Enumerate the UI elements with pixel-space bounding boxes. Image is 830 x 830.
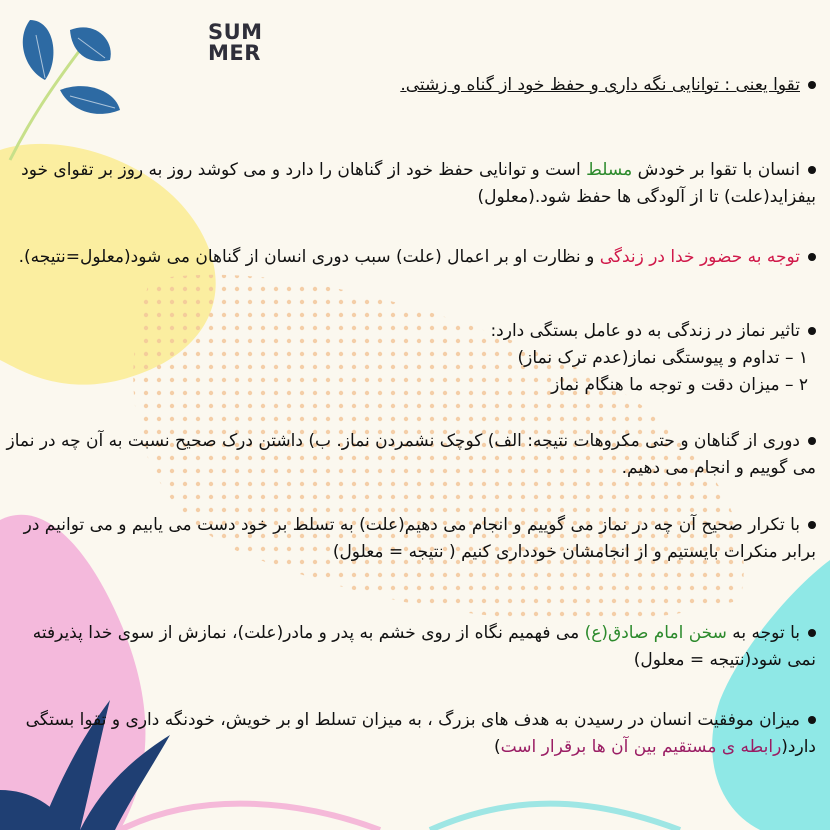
item-title: تاثیر نماز در زندگی به دو عامل بستگی دارد: [490,321,800,341]
item-text: با تکرار صحیح آن چه در نماز می گوییم و انجام می دهیم(علت) به تسلط بر خود دست می یابیم و می توانیم در برابر منکرات بایستیم و از انجامشان خودداری کنیم ( نتیجه = معلول) [23,515,816,562]
brand-line-2: MER [208,41,261,65]
item-highlight: مسلط [586,160,633,180]
list-item [6,512,816,566]
bullet-icon [808,629,816,637]
item-text: میزان موفقیت انسان در رسیدن به هدف های بزرگ ، به میزان تسلط او بر خویش، خودنگه داری و تقوا بستگی دارد( [25,710,816,757]
item-subpoint: ۱ – تداوم و پیوستگی نماز(عدم ترک نماز) [517,348,808,368]
list-item [6,157,816,211]
list-item [6,428,816,482]
list-item [6,707,816,761]
item-highlight: توجه به حضور خدا در زندگی [599,247,800,267]
item-text: با توجه به [726,623,800,643]
bullet-icon [808,437,816,445]
bullet-icon [808,81,816,89]
item-text: دوری از گناهان و حتی مکروهات نتیجه: الف) کوچک نشمردن نماز. ب) داشتن درک صحیح نسبت به آن چه در نماز می گوییم و انجام می دهیم. [6,431,816,478]
item-text: تقوا یعنی : توانایی نگه داری و حفظ خود از گناه و زشتی. [400,75,800,95]
item-text: می فهمیم نگاه از روی خشم به پدر و مادر(علت)، نمازش از سوی خدا پذیرفته نمی شود(نتیجه = معلول) [32,623,816,670]
item-text: انسان با تقوا بر خودش [632,160,800,180]
bullet-icon [808,327,816,335]
item-text: است و توانایی حفظ خود از گناهان را دارد و می کوشد روز به روز بر تقوای خود بیفزاید(علت) تا از آلودگی ها حفظ شود.(معلول) [21,160,816,207]
bullet-icon [808,166,816,174]
list-item [6,318,816,399]
item-highlight: سخن امام صادق(ع) [584,623,727,643]
item-text: ) [493,737,501,757]
bullet-icon [808,253,816,261]
list-item [296,72,816,99]
list-item [6,620,816,674]
item-text: و نظارت او بر اعمال (علت) سبب دوری انسان از گناهان می شود(معلول=نتیجه). [18,247,600,267]
item-highlight: رابطه ی مستقیم بین آن ها برقرار است [500,737,782,757]
bullet-icon [808,716,816,724]
item-subpoint: ۲ – میزان دقت و توجه ما هنگام نماز [551,375,808,395]
bullet-icon [808,521,816,529]
brand-line-1: SUM [208,20,263,44]
list-item [6,244,816,271]
